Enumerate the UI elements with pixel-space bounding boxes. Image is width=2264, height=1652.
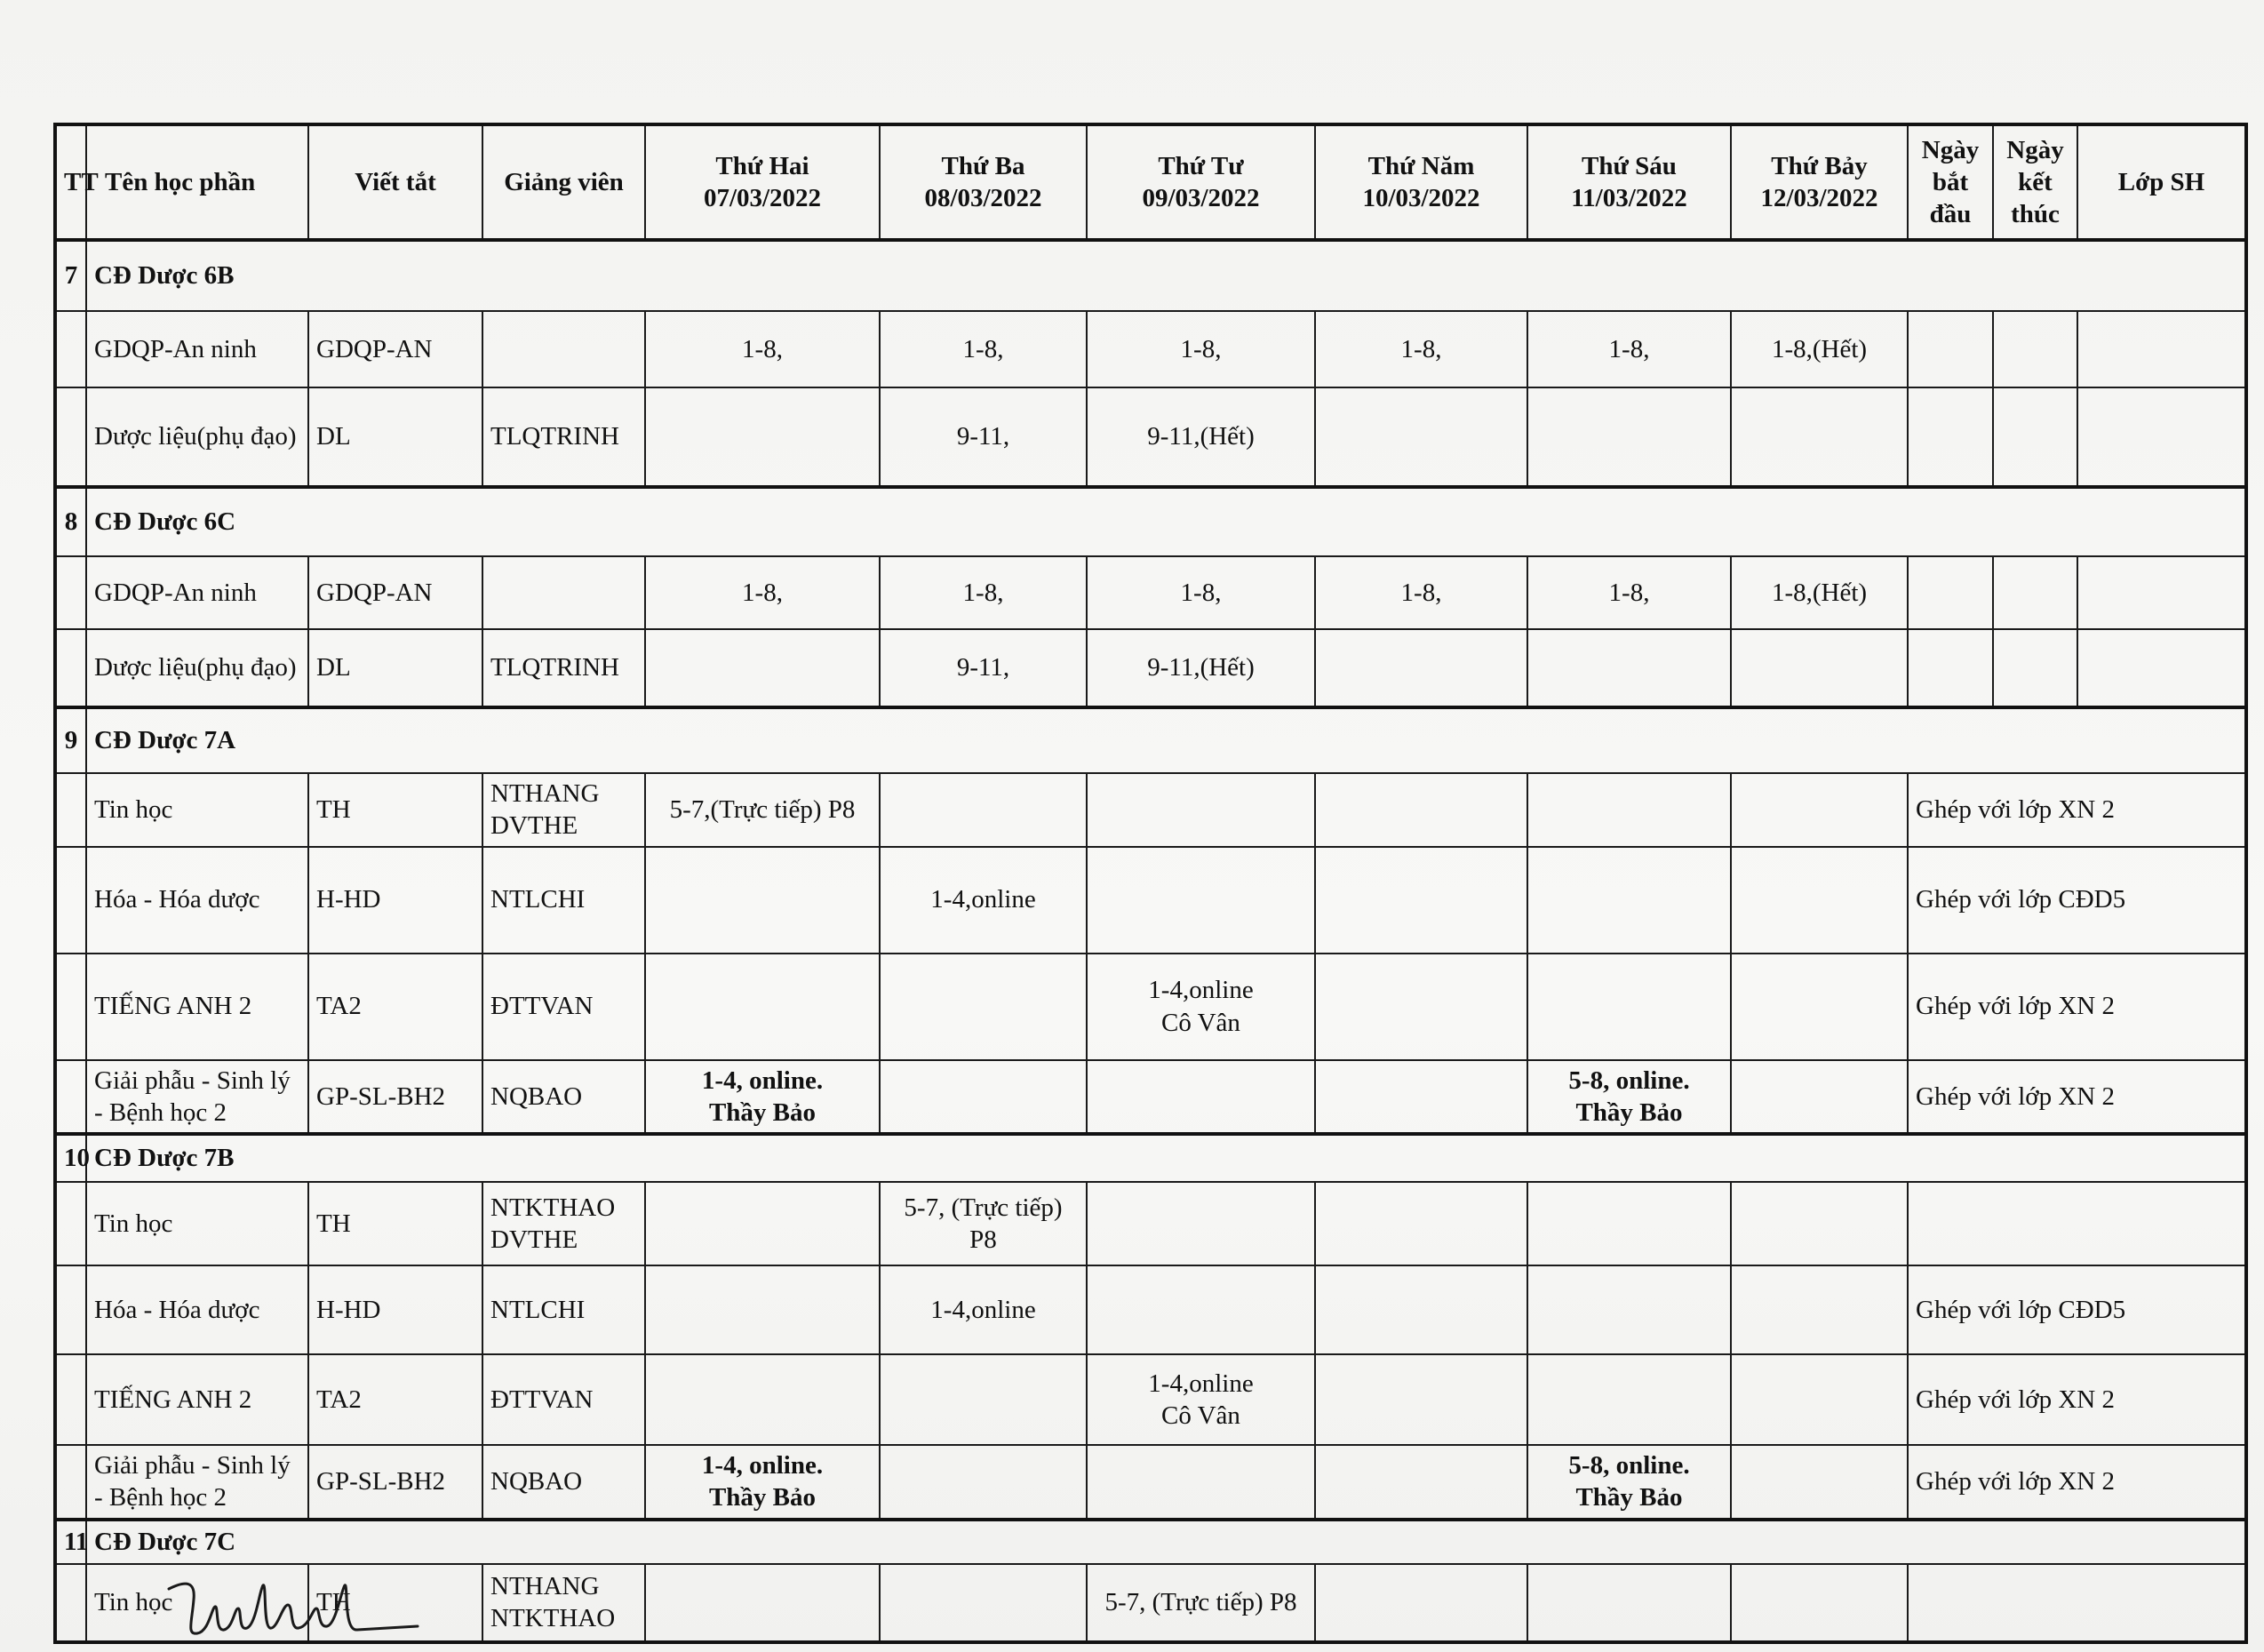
saturday-cell xyxy=(1731,1060,1908,1135)
abbr-cell: DL xyxy=(308,387,482,487)
wednesday-cell: 9-11,(Hết) xyxy=(1087,629,1315,707)
header-subject: Tên học phần xyxy=(86,124,308,240)
header-day-tuesday: Thứ Ba 08/03/2022 xyxy=(880,124,1087,240)
group-number: 7 xyxy=(55,240,86,311)
subject-cell: Tin học xyxy=(86,773,308,847)
header-abbr: Viết tắt xyxy=(308,124,482,240)
friday-cell: 5-8, online. Thầy Bảo xyxy=(1527,1445,1731,1520)
saturday-cell xyxy=(1731,1182,1908,1265)
wednesday-cell xyxy=(1087,1445,1315,1520)
friday-cell xyxy=(1527,629,1731,707)
note-cell: Ghép với lớp XN 2 xyxy=(1908,954,2246,1060)
signature-icon xyxy=(160,1573,426,1644)
teacher-cell: NTKTHAO DVTHE xyxy=(482,1182,645,1265)
teacher-cell: ĐTTVAN xyxy=(482,954,645,1060)
thursday-cell xyxy=(1315,847,1527,954)
monday-cell: 1-8, xyxy=(645,311,880,387)
timetable xyxy=(53,123,2248,1644)
saturday-cell xyxy=(1731,1445,1908,1520)
tuesday-cell: 1-4,online xyxy=(880,847,1087,954)
tuesday-cell xyxy=(880,954,1087,1060)
note-cell xyxy=(1908,1564,2246,1642)
table-row xyxy=(55,1445,2246,1520)
teacher-cell: NQBAO xyxy=(482,1445,645,1520)
monday-cell xyxy=(645,387,880,487)
monday-cell xyxy=(645,1564,880,1642)
header-end-date: Ngày kết thúc xyxy=(1993,124,2077,240)
monday-cell: 1-4, online. Thầy Bảo xyxy=(645,1445,880,1520)
wednesday-cell: 1-4,online Cô Vân xyxy=(1087,954,1315,1060)
group-row xyxy=(55,1134,2246,1182)
saturday-cell xyxy=(1731,1354,1908,1445)
abbr-cell: H-HD xyxy=(308,847,482,954)
subject-cell: Hóa - Hóa dược xyxy=(86,1265,308,1354)
group-number: 11 xyxy=(55,1520,86,1564)
wednesday-cell: 1-8, xyxy=(1087,556,1315,629)
subject-cell: TIẾNG ANH 2 xyxy=(86,954,308,1060)
subject-cell: Dược liệu(phụ đạo) xyxy=(86,629,308,707)
note-cell xyxy=(2077,629,2246,707)
teacher-cell: NTLCHI xyxy=(482,847,645,954)
thursday-cell xyxy=(1315,1564,1527,1642)
header-stt: TT xyxy=(55,124,86,240)
table-row xyxy=(55,847,2246,954)
saturday-cell xyxy=(1731,629,1908,707)
tuesday-cell: 9-11, xyxy=(880,629,1087,707)
wednesday-cell: 9-11,(Hết) xyxy=(1087,387,1315,487)
abbr-cell: GDQP-AN xyxy=(308,556,482,629)
abbr-cell: GP-SL-BH2 xyxy=(308,1060,482,1135)
monday-cell: 5-7,(Trực tiếp) P8 xyxy=(645,773,880,847)
abbr-cell: GP-SL-BH2 xyxy=(308,1445,482,1520)
teacher-cell xyxy=(482,556,645,629)
friday-cell: 1-8, xyxy=(1527,556,1731,629)
teacher-cell: ĐTTVAN xyxy=(482,1354,645,1445)
wednesday-cell: 1-4,online Cô Vân xyxy=(1087,1354,1315,1445)
header-start-date: Ngày bắt đầu xyxy=(1908,124,1993,240)
friday-cell xyxy=(1527,1182,1731,1265)
table-row xyxy=(55,954,2246,1060)
monday-cell xyxy=(645,847,880,954)
header-day-wednesday: Thứ Tư 09/03/2022 xyxy=(1087,124,1315,240)
subject-cell: Dược liệu(phụ đạo) xyxy=(86,387,308,487)
thursday-cell xyxy=(1315,954,1527,1060)
teacher-cell: NTLCHI xyxy=(482,1265,645,1354)
wednesday-cell xyxy=(1087,847,1315,954)
wednesday-cell: 5-7, (Trực tiếp) P8 xyxy=(1087,1564,1315,1642)
tuesday-cell: 1-8, xyxy=(880,556,1087,629)
group-name: CĐ Dược 7B xyxy=(86,1134,2246,1182)
subject-cell: Tin học xyxy=(86,1182,308,1265)
friday-cell xyxy=(1527,1265,1731,1354)
wednesday-cell xyxy=(1087,1060,1315,1135)
header-day-friday: Thứ Sáu 11/03/2022 xyxy=(1527,124,1731,240)
monday-cell xyxy=(645,1182,880,1265)
header-class: Lớp SH xyxy=(2077,124,2246,240)
thursday-cell: 1-8, xyxy=(1315,556,1527,629)
subject-cell: Hóa - Hóa dược xyxy=(86,847,308,954)
group-name: CĐ Dược 7C xyxy=(86,1520,2246,1564)
tuesday-cell: 5-7, (Trực tiếp) P8 xyxy=(880,1182,1087,1265)
table-row xyxy=(55,1354,2246,1445)
tuesday-cell: 1-4,online xyxy=(880,1265,1087,1354)
tuesday-cell xyxy=(880,1354,1087,1445)
group-name: CĐ Dược 6B xyxy=(86,240,2246,311)
teacher-cell: NTHANG NTKTHAO xyxy=(482,1564,645,1642)
note-cell: Ghép với lớp XN 2 xyxy=(1908,1445,2246,1520)
monday-cell xyxy=(645,954,880,1060)
abbr-cell: H-HD xyxy=(308,1265,482,1354)
saturday-cell: 1-8,(Hết) xyxy=(1731,311,1908,387)
note-cell: Ghép với lớp XN 2 xyxy=(1908,773,2246,847)
note-cell: Ghép với lớp CĐD5 xyxy=(1908,1265,2246,1354)
thursday-cell xyxy=(1315,1265,1527,1354)
group-number: 9 xyxy=(55,707,86,773)
abbr-cell: TH xyxy=(308,1182,482,1265)
group-name: CĐ Dược 7A xyxy=(86,707,2246,773)
group-row xyxy=(55,240,2246,311)
group-number: 8 xyxy=(55,487,86,556)
table-row xyxy=(55,1182,2246,1265)
friday-cell xyxy=(1527,847,1731,954)
abbr-cell: TH xyxy=(308,1564,482,1642)
saturday-cell xyxy=(1731,1265,1908,1354)
abbr-cell: TA2 xyxy=(308,954,482,1060)
thursday-cell xyxy=(1315,387,1527,487)
group-row xyxy=(55,487,2246,556)
thursday-cell xyxy=(1315,1182,1527,1265)
group-row xyxy=(55,1520,2246,1564)
header-day-saturday: Thứ Bảy 12/03/2022 xyxy=(1731,124,1908,240)
wednesday-cell xyxy=(1087,1182,1315,1265)
table-row xyxy=(55,387,2246,487)
table-row xyxy=(55,1265,2246,1354)
table-row xyxy=(55,1060,2246,1135)
wednesday-cell xyxy=(1087,1265,1315,1354)
tuesday-cell xyxy=(880,1564,1087,1642)
thursday-cell xyxy=(1315,773,1527,847)
monday-cell: 1-4, online. Thầy Bảo xyxy=(645,1060,880,1135)
header-teacher: Giảng viên xyxy=(482,124,645,240)
saturday-cell xyxy=(1731,773,1908,847)
thursday-cell xyxy=(1315,1354,1527,1445)
header-row xyxy=(55,124,2246,240)
thursday-cell xyxy=(1315,1445,1527,1520)
table-row xyxy=(55,556,2246,629)
note-cell: Ghép với lớp XN 2 xyxy=(1908,1060,2246,1135)
saturday-cell xyxy=(1731,847,1908,954)
subject-cell: Giải phẫu - Sinh lý - Bệnh học 2 xyxy=(86,1445,308,1520)
note-cell xyxy=(2077,387,2246,487)
wednesday-cell xyxy=(1087,773,1315,847)
monday-cell xyxy=(645,1354,880,1445)
tuesday-cell xyxy=(880,1060,1087,1135)
tuesday-cell xyxy=(880,773,1087,847)
tuesday-cell: 9-11, xyxy=(880,387,1087,487)
saturday-cell: 1-8,(Hết) xyxy=(1731,556,1908,629)
tuesday-cell: 1-8, xyxy=(880,311,1087,387)
teacher-cell: NQBAO xyxy=(482,1060,645,1135)
friday-cell xyxy=(1527,387,1731,487)
abbr-cell: GDQP-AN xyxy=(308,311,482,387)
monday-cell: 1-8, xyxy=(645,556,880,629)
friday-cell: 1-8, xyxy=(1527,311,1731,387)
abbr-cell: TH xyxy=(308,773,482,847)
monday-cell xyxy=(645,1265,880,1354)
saturday-cell xyxy=(1731,387,1908,487)
note-cell xyxy=(2077,556,2246,629)
subject-cell: Giải phẫu - Sinh lý - Bệnh học 2 xyxy=(86,1060,308,1135)
thursday-cell xyxy=(1315,629,1527,707)
abbr-cell: DL xyxy=(308,629,482,707)
friday-cell xyxy=(1527,1354,1731,1445)
note-cell xyxy=(1908,1182,2246,1265)
note-cell xyxy=(2077,311,2246,387)
friday-cell xyxy=(1527,954,1731,1060)
subject-cell: GDQP-An ninh xyxy=(86,556,308,629)
header-day-monday: Thứ Hai 07/03/2022 xyxy=(645,124,880,240)
tuesday-cell xyxy=(880,1445,1087,1520)
note-cell: Ghép với lớp XN 2 xyxy=(1908,1354,2246,1445)
saturday-cell xyxy=(1731,954,1908,1060)
monday-cell xyxy=(645,629,880,707)
header-day-thursday: Thứ Năm 10/03/2022 xyxy=(1315,124,1527,240)
subject-cell: Tin học xyxy=(86,1564,308,1642)
teacher-cell: NTHANG DVTHE xyxy=(482,773,645,847)
table-row xyxy=(55,629,2246,707)
wednesday-cell: 1-8, xyxy=(1087,311,1315,387)
table-row xyxy=(55,311,2246,387)
group-name: CĐ Dược 6C xyxy=(86,487,2246,556)
teacher-cell: TLQTRINH xyxy=(482,629,645,707)
subject-cell: TIẾNG ANH 2 xyxy=(86,1354,308,1445)
friday-cell xyxy=(1527,1564,1731,1642)
teacher-cell xyxy=(482,311,645,387)
table-row xyxy=(55,773,2246,847)
saturday-cell xyxy=(1731,1564,1908,1642)
thursday-cell xyxy=(1315,1060,1527,1135)
note-cell: Ghép với lớp CĐD5 xyxy=(1908,847,2246,954)
subject-cell: GDQP-An ninh xyxy=(86,311,308,387)
group-number: 10 xyxy=(55,1134,86,1182)
abbr-cell: TA2 xyxy=(308,1354,482,1445)
group-row xyxy=(55,707,2246,773)
teacher-cell: TLQTRINH xyxy=(482,387,645,487)
friday-cell: 5-8, online. Thầy Bảo xyxy=(1527,1060,1731,1135)
friday-cell xyxy=(1527,773,1731,847)
thursday-cell: 1-8, xyxy=(1315,311,1527,387)
